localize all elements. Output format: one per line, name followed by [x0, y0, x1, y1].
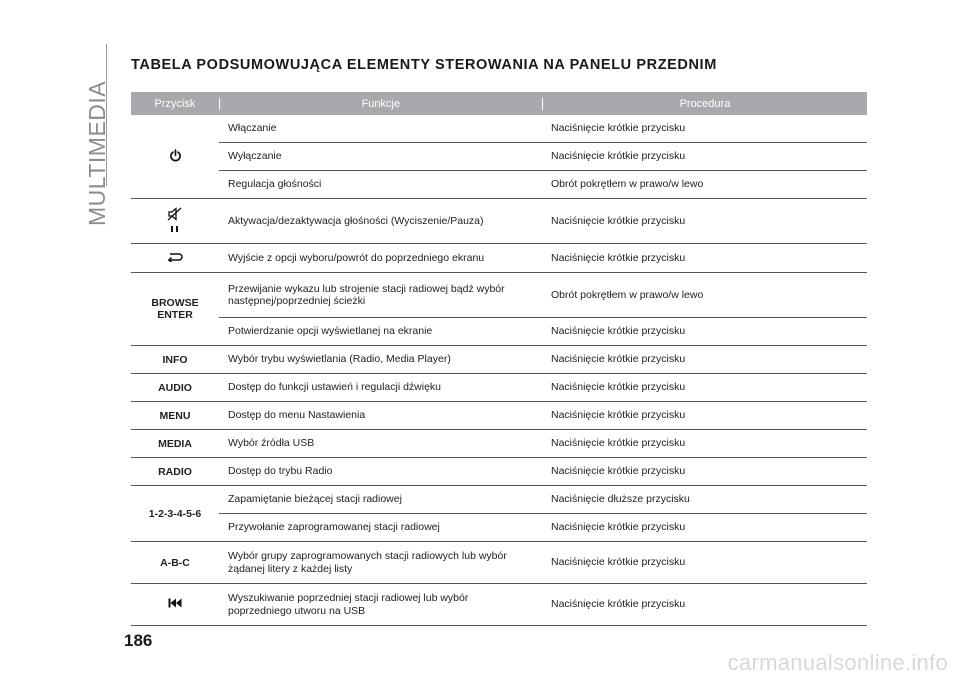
procedure-cell: Naciśnięcie krótkie przycisku	[551, 465, 686, 478]
function-cell: Przewijanie wykazu lub strojenie stacji radiowej bądź wybór następnej/poprzedniej ścieżki	[228, 282, 505, 307]
function-cell: Wyłączanie	[228, 150, 282, 163]
table-row	[219, 244, 867, 272]
group-rows	[219, 273, 867, 345]
page-number: 186	[124, 631, 153, 650]
table-header	[131, 92, 867, 115]
button-symbol	[131, 244, 219, 272]
table-row-group	[131, 273, 867, 346]
procedure-cell: Naciśnięcie krótkie przycisku	[551, 122, 686, 135]
group-rows	[219, 244, 867, 272]
function-cell: Przywołanie zaprogramowanej stacji radiowej	[228, 521, 440, 534]
group-rows	[219, 430, 867, 457]
procedure-cell: Naciśnięcie krótkie przycisku	[551, 251, 686, 264]
mute-pause-icon	[167, 207, 183, 236]
procedure-cell: Naciśnięcie krótkie przycisku	[551, 325, 686, 338]
procedure-cell: Naciśnięcie krótkie przycisku	[551, 381, 686, 394]
button-key-label: A-B-C	[160, 556, 190, 569]
table-row-group	[131, 199, 867, 244]
button-key-label: 1-2-3-4-5-6	[148, 507, 202, 520]
table-row-group	[131, 115, 867, 199]
button-key-label: BROWSE ENTER	[151, 297, 199, 321]
button-key-label: AUDIO	[158, 381, 192, 394]
function-cell: Potwierdzanie opcji wyświetlanej na ekranie	[228, 325, 433, 338]
group-rows	[219, 199, 867, 243]
column-header-procedure: Procedura	[679, 97, 731, 110]
table-row-group	[131, 458, 867, 486]
column-header-button: Przycisk	[131, 98, 220, 110]
procedure-cell: Naciśnięcie krótkie przycisku	[551, 214, 686, 227]
procedure-cell: Naciśnięcie krótkie przycisku	[551, 521, 686, 534]
button-key-label: MEDIA	[158, 437, 192, 450]
group-rows	[219, 542, 867, 583]
group-rows	[219, 374, 867, 401]
table-row-group	[131, 584, 867, 626]
table-row	[219, 115, 867, 142]
table-row-group	[131, 244, 867, 273]
function-cell: Dostęp do funkcji ustawień i regulacji dźwięku	[228, 381, 442, 394]
table-row	[219, 199, 867, 243]
table-row	[219, 542, 867, 583]
button-symbol	[131, 584, 219, 625]
table-row	[219, 170, 867, 198]
table-row-group	[131, 374, 867, 402]
function-cell: Wybór grupy zaprogramowanych stacji radiowych lub wybór żądanej litery z każdej listy	[228, 550, 507, 575]
skip-previous-icon	[168, 598, 182, 611]
table-row-group	[131, 486, 867, 542]
group-rows	[219, 584, 867, 625]
table-body	[131, 115, 867, 626]
table-row	[219, 486, 867, 513]
watermark: carmanualsonline.info	[727, 650, 948, 675]
group-rows	[219, 402, 867, 429]
procedure-cell: Naciśnięcie krótkie przycisku	[551, 353, 686, 366]
table-row	[219, 374, 867, 401]
table-row	[219, 584, 867, 625]
table-row	[219, 317, 867, 345]
section-label: MULTIMEDIA	[84, 80, 110, 226]
procedure-cell: Naciśnięcie krótkie przycisku	[551, 598, 686, 611]
table-row	[219, 513, 867, 541]
function-cell: Regulacja głośności	[228, 178, 322, 191]
section-tab	[82, 40, 112, 226]
procedure-cell: Naciśnięcie krótkie przycisku	[551, 437, 686, 450]
controls-table	[131, 92, 867, 626]
column-header-functions: Funkcje	[220, 98, 543, 110]
function-cell: Wyjście z opcji wyboru/powrót do poprzedniego ekranu	[228, 251, 485, 264]
button-key-label: INFO	[162, 353, 188, 366]
procedure-cell: Naciśnięcie krótkie przycisku	[551, 556, 686, 569]
table-row	[219, 346, 867, 373]
table-row-group	[131, 402, 867, 430]
procedure-cell: Naciśnięcie krótkie przycisku	[551, 409, 686, 422]
table-row	[219, 458, 867, 485]
procedure-cell: Naciśnięcie krótkie przycisku	[551, 150, 686, 163]
button-key-label: RADIO	[158, 465, 192, 478]
procedure-cell: Obrót pokrętłem w prawo/w lewo	[551, 288, 704, 301]
group-rows	[219, 458, 867, 485]
procedure-cell: Naciśnięcie dłuższe przycisku	[551, 493, 690, 506]
group-rows	[219, 486, 867, 541]
function-cell: Aktywacja/dezaktywacja głośności (Wyciszenie/Pauza)	[228, 214, 484, 227]
function-cell: Zapamiętanie bieżącej stacji radiowej	[228, 493, 402, 506]
table-row-group	[131, 346, 867, 374]
power-icon	[169, 149, 182, 165]
button-key-label: MENU	[159, 409, 191, 422]
table-row-group	[131, 542, 867, 584]
page-title: TABELA PODSUMOWUJĄCA ELEMENTY STEROWANIA NA PANELU PRZEDNIM	[131, 57, 717, 73]
back-arrow-icon	[167, 252, 183, 265]
function-cell: Wyszukiwanie poprzedniej stacji radiowej lub wybór poprzedniego utworu na USB	[228, 592, 469, 617]
function-cell: Włączanie	[228, 122, 277, 135]
function-cell: Wybór trybu wyświetlania (Radio, Media Player)	[228, 353, 451, 366]
button-symbol	[131, 115, 219, 198]
group-rows	[219, 346, 867, 373]
function-cell: Dostęp do trybu Radio	[228, 465, 333, 478]
table-row	[219, 273, 867, 317]
table-row	[219, 142, 867, 170]
table-row	[219, 402, 867, 429]
procedure-cell: Obrót pokrętłem w prawo/w lewo	[551, 178, 704, 191]
table-row	[219, 430, 867, 457]
function-cell: Wybór źródła USB	[228, 437, 315, 450]
function-cell: Dostęp do menu Nastawienia	[228, 409, 366, 422]
group-rows	[219, 115, 867, 198]
table-row-group	[131, 430, 867, 458]
button-symbol	[131, 199, 219, 243]
